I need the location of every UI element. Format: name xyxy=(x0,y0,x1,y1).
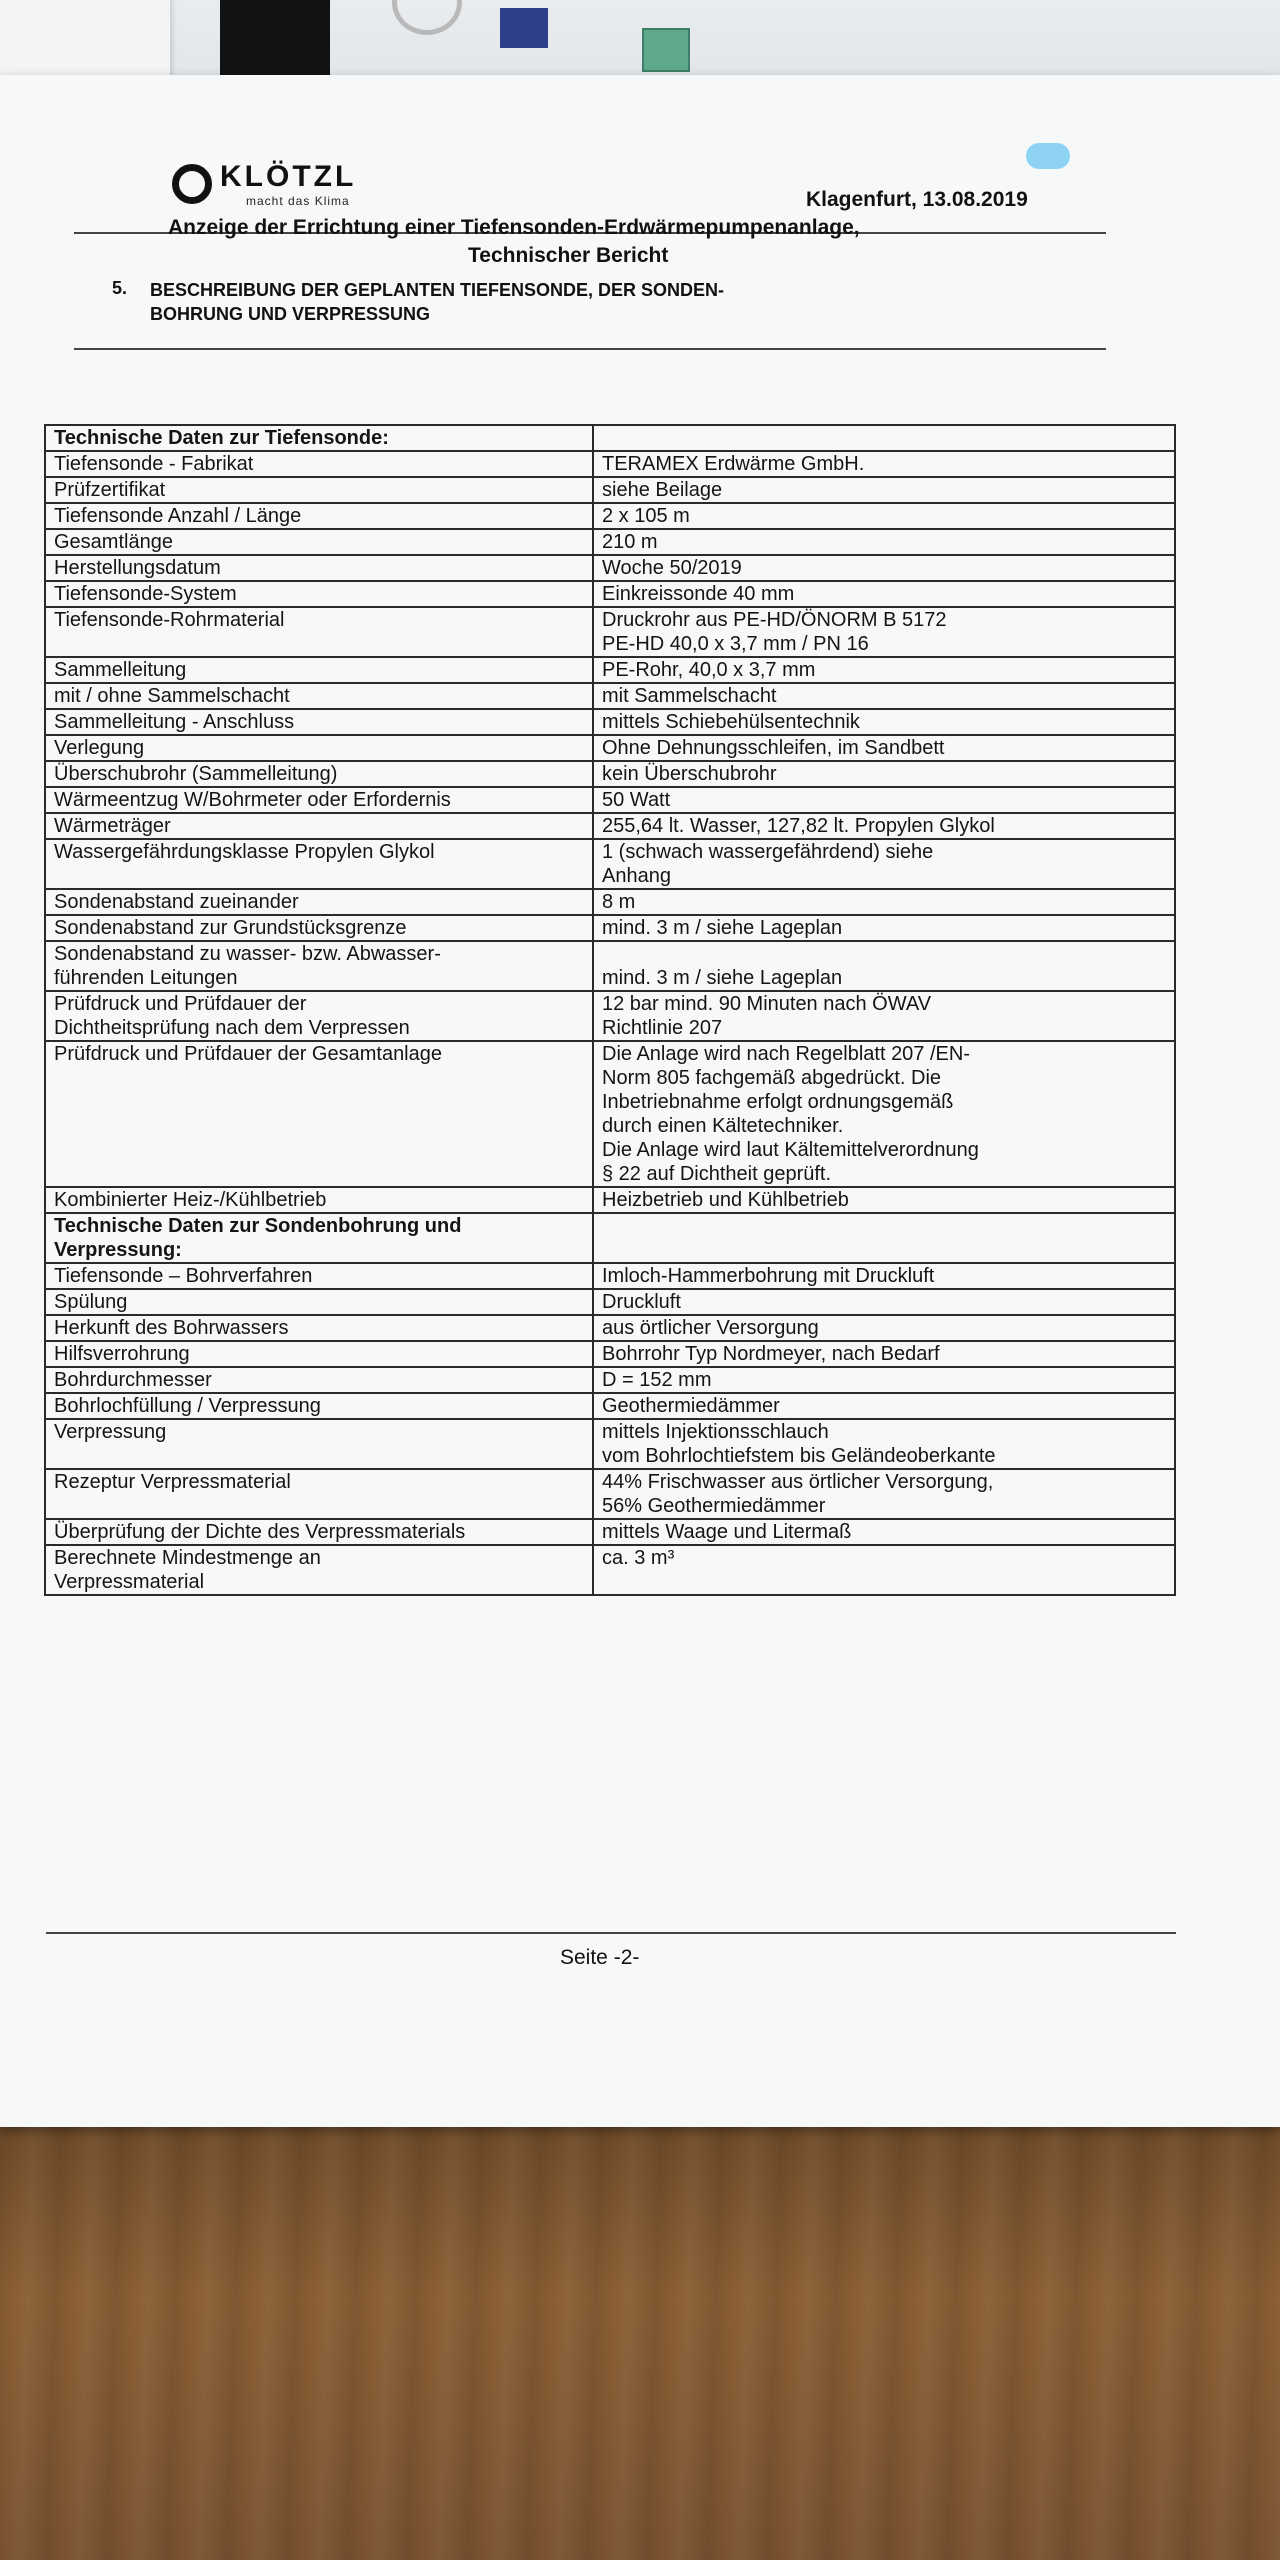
table-cell-value xyxy=(593,889,1175,915)
table-row xyxy=(45,709,1175,735)
table-row xyxy=(45,1263,1175,1289)
row-label: Rezeptur Verpressmaterial xyxy=(54,1471,291,1493)
row-value: D = 152 mm xyxy=(602,1369,712,1391)
row-label: Gesamtlänge xyxy=(54,531,173,553)
document-subtitle: Technischer Bericht xyxy=(468,244,669,267)
row-value: Einkreissonde 40 mm xyxy=(602,583,795,605)
row-label: Technische Daten zur Sondenbohrung und Verpressung: xyxy=(54,1215,462,1261)
row-label: Sammelleitung xyxy=(54,659,187,681)
table-row xyxy=(45,1519,1175,1545)
row-value: 2 x 105 m xyxy=(602,505,690,527)
table-row xyxy=(45,761,1175,787)
table-row xyxy=(45,503,1175,529)
row-value: Imloch-Hammerbohrung mit Druckluft xyxy=(602,1265,935,1287)
table-cell-label xyxy=(45,451,593,477)
row-value: 1 (schwach wassergefährdend) siehe Anhang xyxy=(602,841,934,887)
table-row xyxy=(45,529,1175,555)
wooden-table xyxy=(0,2120,1280,2560)
table-section-row xyxy=(45,1213,1175,1263)
table-row xyxy=(45,555,1175,581)
row-value: aus örtlicher Versorgung xyxy=(602,1317,819,1339)
row-value: 12 bar mind. 90 Minuten nach ÖWAV Richtlinie 207 xyxy=(602,993,932,1039)
table-cell-value xyxy=(593,451,1175,477)
row-label: Tiefensonde Anzahl / Länge xyxy=(54,505,302,527)
table-row xyxy=(45,839,1175,889)
table-row xyxy=(45,1469,1175,1519)
footer-rule xyxy=(46,1932,1176,1934)
row-value: Druckrohr aus PE-HD/ÖNORM B 5172 PE-HD 40,0 x 3,7 mm / PN 16 xyxy=(602,609,947,655)
table-row xyxy=(45,787,1175,813)
row-label: Sondenabstand zueinander xyxy=(54,891,299,913)
table-cell-value xyxy=(593,1041,1175,1187)
table-row xyxy=(45,991,1175,1041)
row-label: Prüfdruck und Prüfdauer der Gesamtanlage xyxy=(54,1043,442,1065)
technical-data-table xyxy=(44,424,1176,1596)
table-cell-label xyxy=(45,1519,593,1545)
row-value: mittels Injektionsschlauch vom Bohrlochtiefstem bis Geländeoberkante xyxy=(602,1421,996,1467)
table-row xyxy=(45,1187,1175,1213)
table-cell-label xyxy=(45,1213,593,1263)
table-row xyxy=(45,1315,1175,1341)
row-label: Sammelleitung - Anschluss xyxy=(54,711,295,733)
table-cell-value xyxy=(593,1367,1175,1393)
table-row xyxy=(45,1041,1175,1187)
brand-circle-icon xyxy=(172,164,212,204)
table-cell-label xyxy=(45,1393,593,1419)
row-label: mit / ohne Sammelschacht xyxy=(54,685,290,707)
row-label: Herstellungsdatum xyxy=(54,557,221,579)
row-value: Geothermiedämmer xyxy=(602,1395,780,1417)
section-heading-line: BESCHREIBUNG DER GEPLANTEN TIEFENSONDE, DER SONDEN- xyxy=(150,280,725,300)
table-cell-label xyxy=(45,1315,593,1341)
table-row xyxy=(45,813,1175,839)
row-label: Verpressung xyxy=(54,1421,167,1443)
table-cell-value xyxy=(593,839,1175,889)
table-cell-value xyxy=(593,1393,1175,1419)
table-cell-value xyxy=(593,941,1175,991)
table-cell-value xyxy=(593,477,1175,503)
section-heading xyxy=(150,278,850,326)
table-cell-label xyxy=(45,1469,593,1519)
row-label: Technische Daten zur Tiefensonde: xyxy=(54,427,389,449)
table-cell-label xyxy=(45,889,593,915)
table-cell-label xyxy=(45,813,593,839)
table-cell-value xyxy=(593,529,1175,555)
row-value: Druckluft xyxy=(602,1291,681,1313)
row-value: 8 m xyxy=(602,891,636,913)
row-label: Wärmeentzug W/Bohrmeter oder Erfordernis xyxy=(54,789,451,811)
table-row xyxy=(45,1289,1175,1315)
table-cell-label xyxy=(45,683,593,709)
table-cell-value xyxy=(593,787,1175,813)
table-cell-label xyxy=(45,915,593,941)
row-label: Wärmeträger xyxy=(54,815,171,837)
table-cell-label xyxy=(45,941,593,991)
row-label: Überschubrohr (Sammelleitung) xyxy=(54,763,338,785)
row-label: Bohrdurchmesser xyxy=(54,1369,212,1391)
table-cell-value xyxy=(593,1187,1175,1213)
row-label: Tiefensonde-System xyxy=(54,583,237,605)
table-row xyxy=(45,941,1175,991)
table-cell-value xyxy=(593,1545,1175,1595)
table-row xyxy=(45,581,1175,607)
table-cell-label xyxy=(45,1263,593,1289)
table-row xyxy=(45,1545,1175,1595)
page-number: Seite -2- xyxy=(560,1946,640,1969)
table-row xyxy=(45,889,1175,915)
place-date: Klagenfurt, 13.08.2019 xyxy=(806,188,1028,211)
table-cell-value xyxy=(593,683,1175,709)
brand-name: KLÖTZL xyxy=(220,160,357,193)
table-cell-label xyxy=(45,477,593,503)
row-label: Wassergefährdungsklasse Propylen Glykol xyxy=(54,841,435,863)
table-row xyxy=(45,1393,1175,1419)
table-cell-label xyxy=(45,607,593,657)
table-cell-label xyxy=(45,1187,593,1213)
header-bottom-rule xyxy=(74,348,1106,350)
table-cell-label xyxy=(45,991,593,1041)
row-value: 210 m xyxy=(602,531,658,553)
table-row xyxy=(45,1419,1175,1469)
table-row xyxy=(45,915,1175,941)
table-cell-value xyxy=(593,1341,1175,1367)
table-row xyxy=(45,657,1175,683)
light-glare xyxy=(1026,143,1070,169)
background-dark-object xyxy=(220,0,330,80)
table-cell-value xyxy=(593,991,1175,1041)
table-cell-value xyxy=(593,1419,1175,1469)
table-cell-value xyxy=(593,555,1175,581)
table-cell-label xyxy=(45,1041,593,1187)
row-value: mittels Schiebehülsentechnik xyxy=(602,711,860,733)
table-cell-label xyxy=(45,709,593,735)
row-value: 50 Watt xyxy=(602,789,671,811)
table-cell-value xyxy=(593,1315,1175,1341)
row-value: 255,64 lt. Wasser, 127,82 lt. Propylen Glykol xyxy=(602,815,995,837)
table-cell-label xyxy=(45,1367,593,1393)
row-value: siehe Beilage xyxy=(602,479,723,501)
row-value: Woche 50/2019 xyxy=(602,557,742,579)
row-value: PE-Rohr, 40,0 x 3,7 mm xyxy=(602,659,816,681)
table-cell-value xyxy=(593,735,1175,761)
table-cell-value xyxy=(593,657,1175,683)
table-cell-label xyxy=(45,839,593,889)
table-section-row xyxy=(45,425,1175,451)
table-cell-value xyxy=(593,761,1175,787)
table-cell-label xyxy=(45,1289,593,1315)
table-row xyxy=(45,683,1175,709)
table-cell-value xyxy=(593,1519,1175,1545)
table-cell-label xyxy=(45,529,593,555)
table-cell-value xyxy=(593,607,1175,657)
table-cell-value xyxy=(593,1289,1175,1315)
table-cell-value xyxy=(593,581,1175,607)
row-value: 44% Frischwasser aus örtlicher Versorgung, 56% Geothermiedämmer xyxy=(602,1471,994,1517)
document-title: Anzeige der Errichtung einer Tiefensonden-Erdwärmepumpenanlage, xyxy=(168,216,860,239)
row-label: Prüfzertifikat xyxy=(54,479,166,501)
table-cell-label xyxy=(45,761,593,787)
table-cell-label xyxy=(45,555,593,581)
table-cell-label xyxy=(45,1341,593,1367)
table-cell-value xyxy=(593,425,1175,451)
row-value: mittels Waage und Litermaß xyxy=(602,1521,852,1543)
section-heading-line: BOHRUNG UND VERPRESSUNG xyxy=(150,304,431,324)
row-label: Berechnete Mindestmenge an Verpressmaterial xyxy=(54,1547,321,1593)
table-row xyxy=(45,1341,1175,1367)
table-cell-value xyxy=(593,709,1175,735)
row-label: Tiefensonde - Fabrikat xyxy=(54,453,254,475)
row-label: Sondenabstand zur Grundstücksgrenze xyxy=(54,917,407,939)
row-label: Hilfsverrohrung xyxy=(54,1343,190,1365)
row-label: Prüfdruck und Prüfdauer der Dichtheitsprüfung nach dem Verpressen xyxy=(54,993,410,1039)
row-value: Bohrrohr Typ Nordmeyer, nach Bedarf xyxy=(602,1343,940,1365)
row-label: Überprüfung der Dichte des Verpressmaterials xyxy=(54,1521,466,1543)
table-cell-label xyxy=(45,581,593,607)
table-cell-label xyxy=(45,425,593,451)
table-cell-label xyxy=(45,657,593,683)
row-label: Tiefensonde-Rohrmaterial xyxy=(54,609,285,631)
row-value: mind. 3 m / siehe Lageplan xyxy=(602,917,843,939)
table-cell-value xyxy=(593,1469,1175,1519)
background-logo-badge-icon xyxy=(642,28,690,72)
row-label: Sondenabstand zu wasser- bzw. Abwasser- führenden Leitungen xyxy=(54,943,441,989)
row-label: Kombinierter Heiz-/Kühlbetrieb xyxy=(54,1189,327,1211)
table-cell-value xyxy=(593,503,1175,529)
table-row xyxy=(45,607,1175,657)
row-label: Tiefensonde – Bohrverfahren xyxy=(54,1265,313,1287)
table-row xyxy=(45,451,1175,477)
table-row xyxy=(45,735,1175,761)
row-value: mind. 3 m / siehe Lageplan xyxy=(602,967,843,989)
table-cell-value xyxy=(593,1263,1175,1289)
background-logo-icon xyxy=(500,8,548,48)
row-label: Spülung xyxy=(54,1291,128,1313)
row-label: Herkunft des Bohrwassers xyxy=(54,1317,289,1339)
row-value: TERAMEX Erdwärme GmbH. xyxy=(602,453,865,475)
row-label: Verlegung xyxy=(54,737,145,759)
table-cell-label xyxy=(45,735,593,761)
table-cell-label xyxy=(45,503,593,529)
row-label: Bohrlochfüllung / Verpressung xyxy=(54,1395,321,1417)
table-cell-value xyxy=(593,915,1175,941)
background-logo-text xyxy=(558,10,618,60)
table-cell-label xyxy=(45,1419,593,1469)
row-value: ca. 3 m³ xyxy=(602,1547,675,1569)
brand-tagline: macht das Klima xyxy=(246,194,350,208)
row-value: Ohne Dehnungsschleifen, im Sandbett xyxy=(602,737,945,759)
row-value: kein Überschubrohr xyxy=(602,763,777,785)
section-number: 5. xyxy=(112,278,128,298)
table-cell-label xyxy=(45,1545,593,1595)
row-value: Heizbetrieb und Kühlbetrieb xyxy=(602,1189,849,1211)
table-row xyxy=(45,477,1175,503)
table-cell-label xyxy=(45,787,593,813)
row-value: mit Sammelschacht xyxy=(602,685,777,707)
table-row xyxy=(45,1367,1175,1393)
table-cell-value xyxy=(593,813,1175,839)
table-body xyxy=(45,425,1175,1595)
row-value: Die Anlage wird nach Regelblatt 207 /EN- Norm 805 fachgemäß abgedrückt. Die Inbetriebnahme erfolgt ordnungsgemäß durch einen Kältetechniker. Die Anlage wird laut Kältemittelverordnung § 22 auf Dichtheit geprüft. xyxy=(602,1043,979,1185)
table-cell-value xyxy=(593,1213,1175,1263)
